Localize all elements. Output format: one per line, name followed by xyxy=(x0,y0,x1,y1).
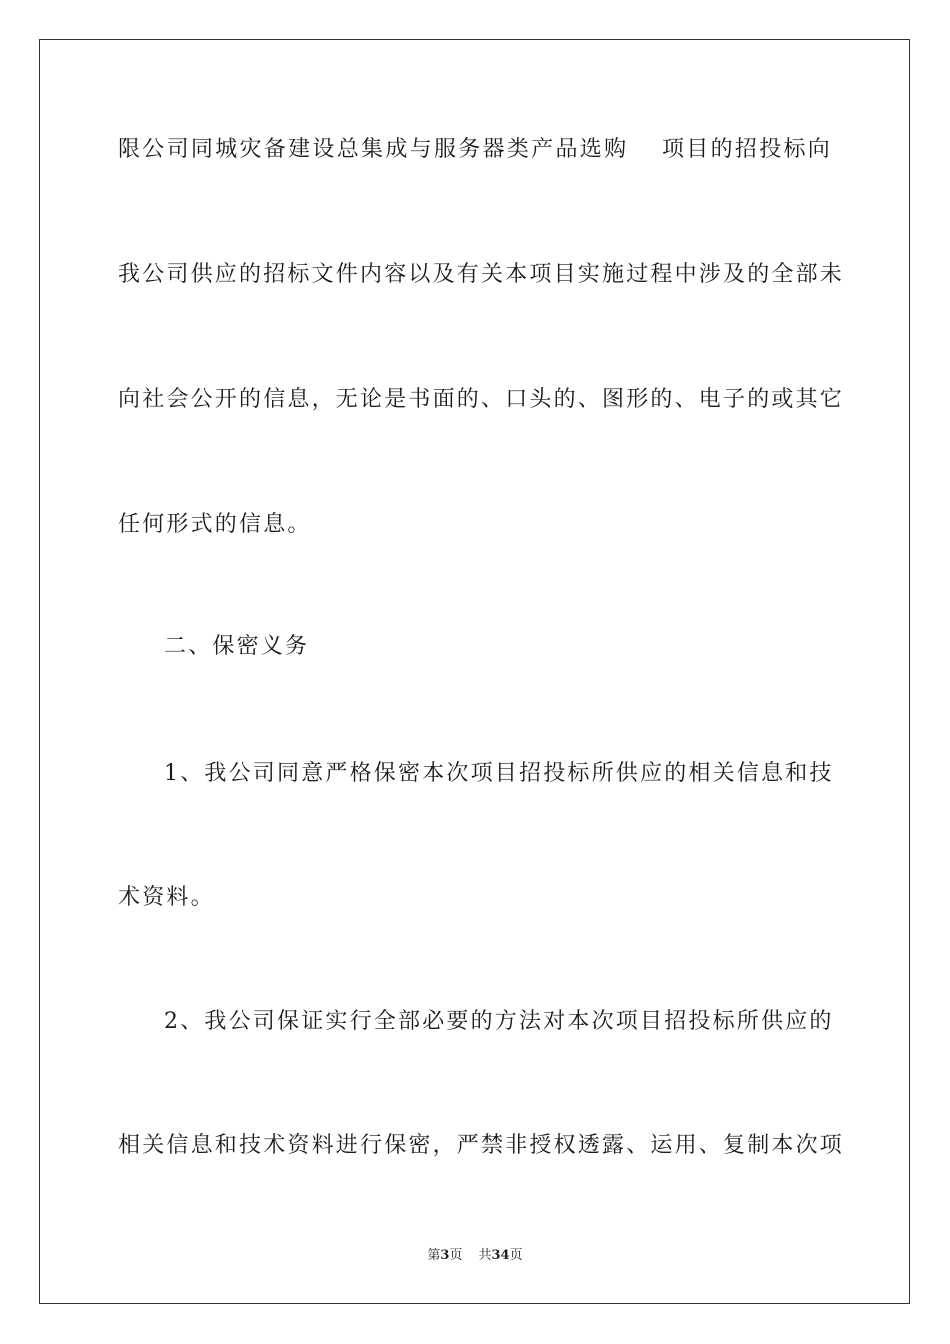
page-suffix: 页 xyxy=(449,1248,463,1263)
page-number: 3 xyxy=(440,1248,450,1263)
section-heading: 二、保密义务 xyxy=(164,634,310,659)
body-text-line: 1、我公司同意严格保密本次项目招投标所供应的相关信息和技 xyxy=(164,761,834,786)
body-text-line: 相关信息和技术资料进行保密，严禁非授权透露、运用、复制本次项 xyxy=(118,1133,845,1158)
total-prefix: 共 xyxy=(478,1248,492,1263)
total-pages: 34 xyxy=(491,1248,510,1263)
body-text-line: 2、我公司保证实行全部必要的方法对本次项目招投标所供应的 xyxy=(164,1009,834,1034)
body-text-line: 术资料。 xyxy=(118,885,215,910)
total-suffix: 页 xyxy=(509,1248,523,1263)
body-text-line: 限公司同城灾备建设总集成与服务器类产品选购 项目的招投标向 xyxy=(118,137,832,162)
body-text-line: 向社会公开的信息，无论是书面的、口头的、图形的、电子的或其它 xyxy=(118,387,845,412)
body-text-line: 任何形式的信息。 xyxy=(118,512,312,537)
page-footer xyxy=(0,1247,950,1265)
page-border xyxy=(39,39,910,1304)
page-prefix: 第 xyxy=(427,1248,441,1263)
body-text-line: 我公司供应的招标文件内容以及有关本项目实施过程中涉及的全部未 xyxy=(118,262,845,287)
